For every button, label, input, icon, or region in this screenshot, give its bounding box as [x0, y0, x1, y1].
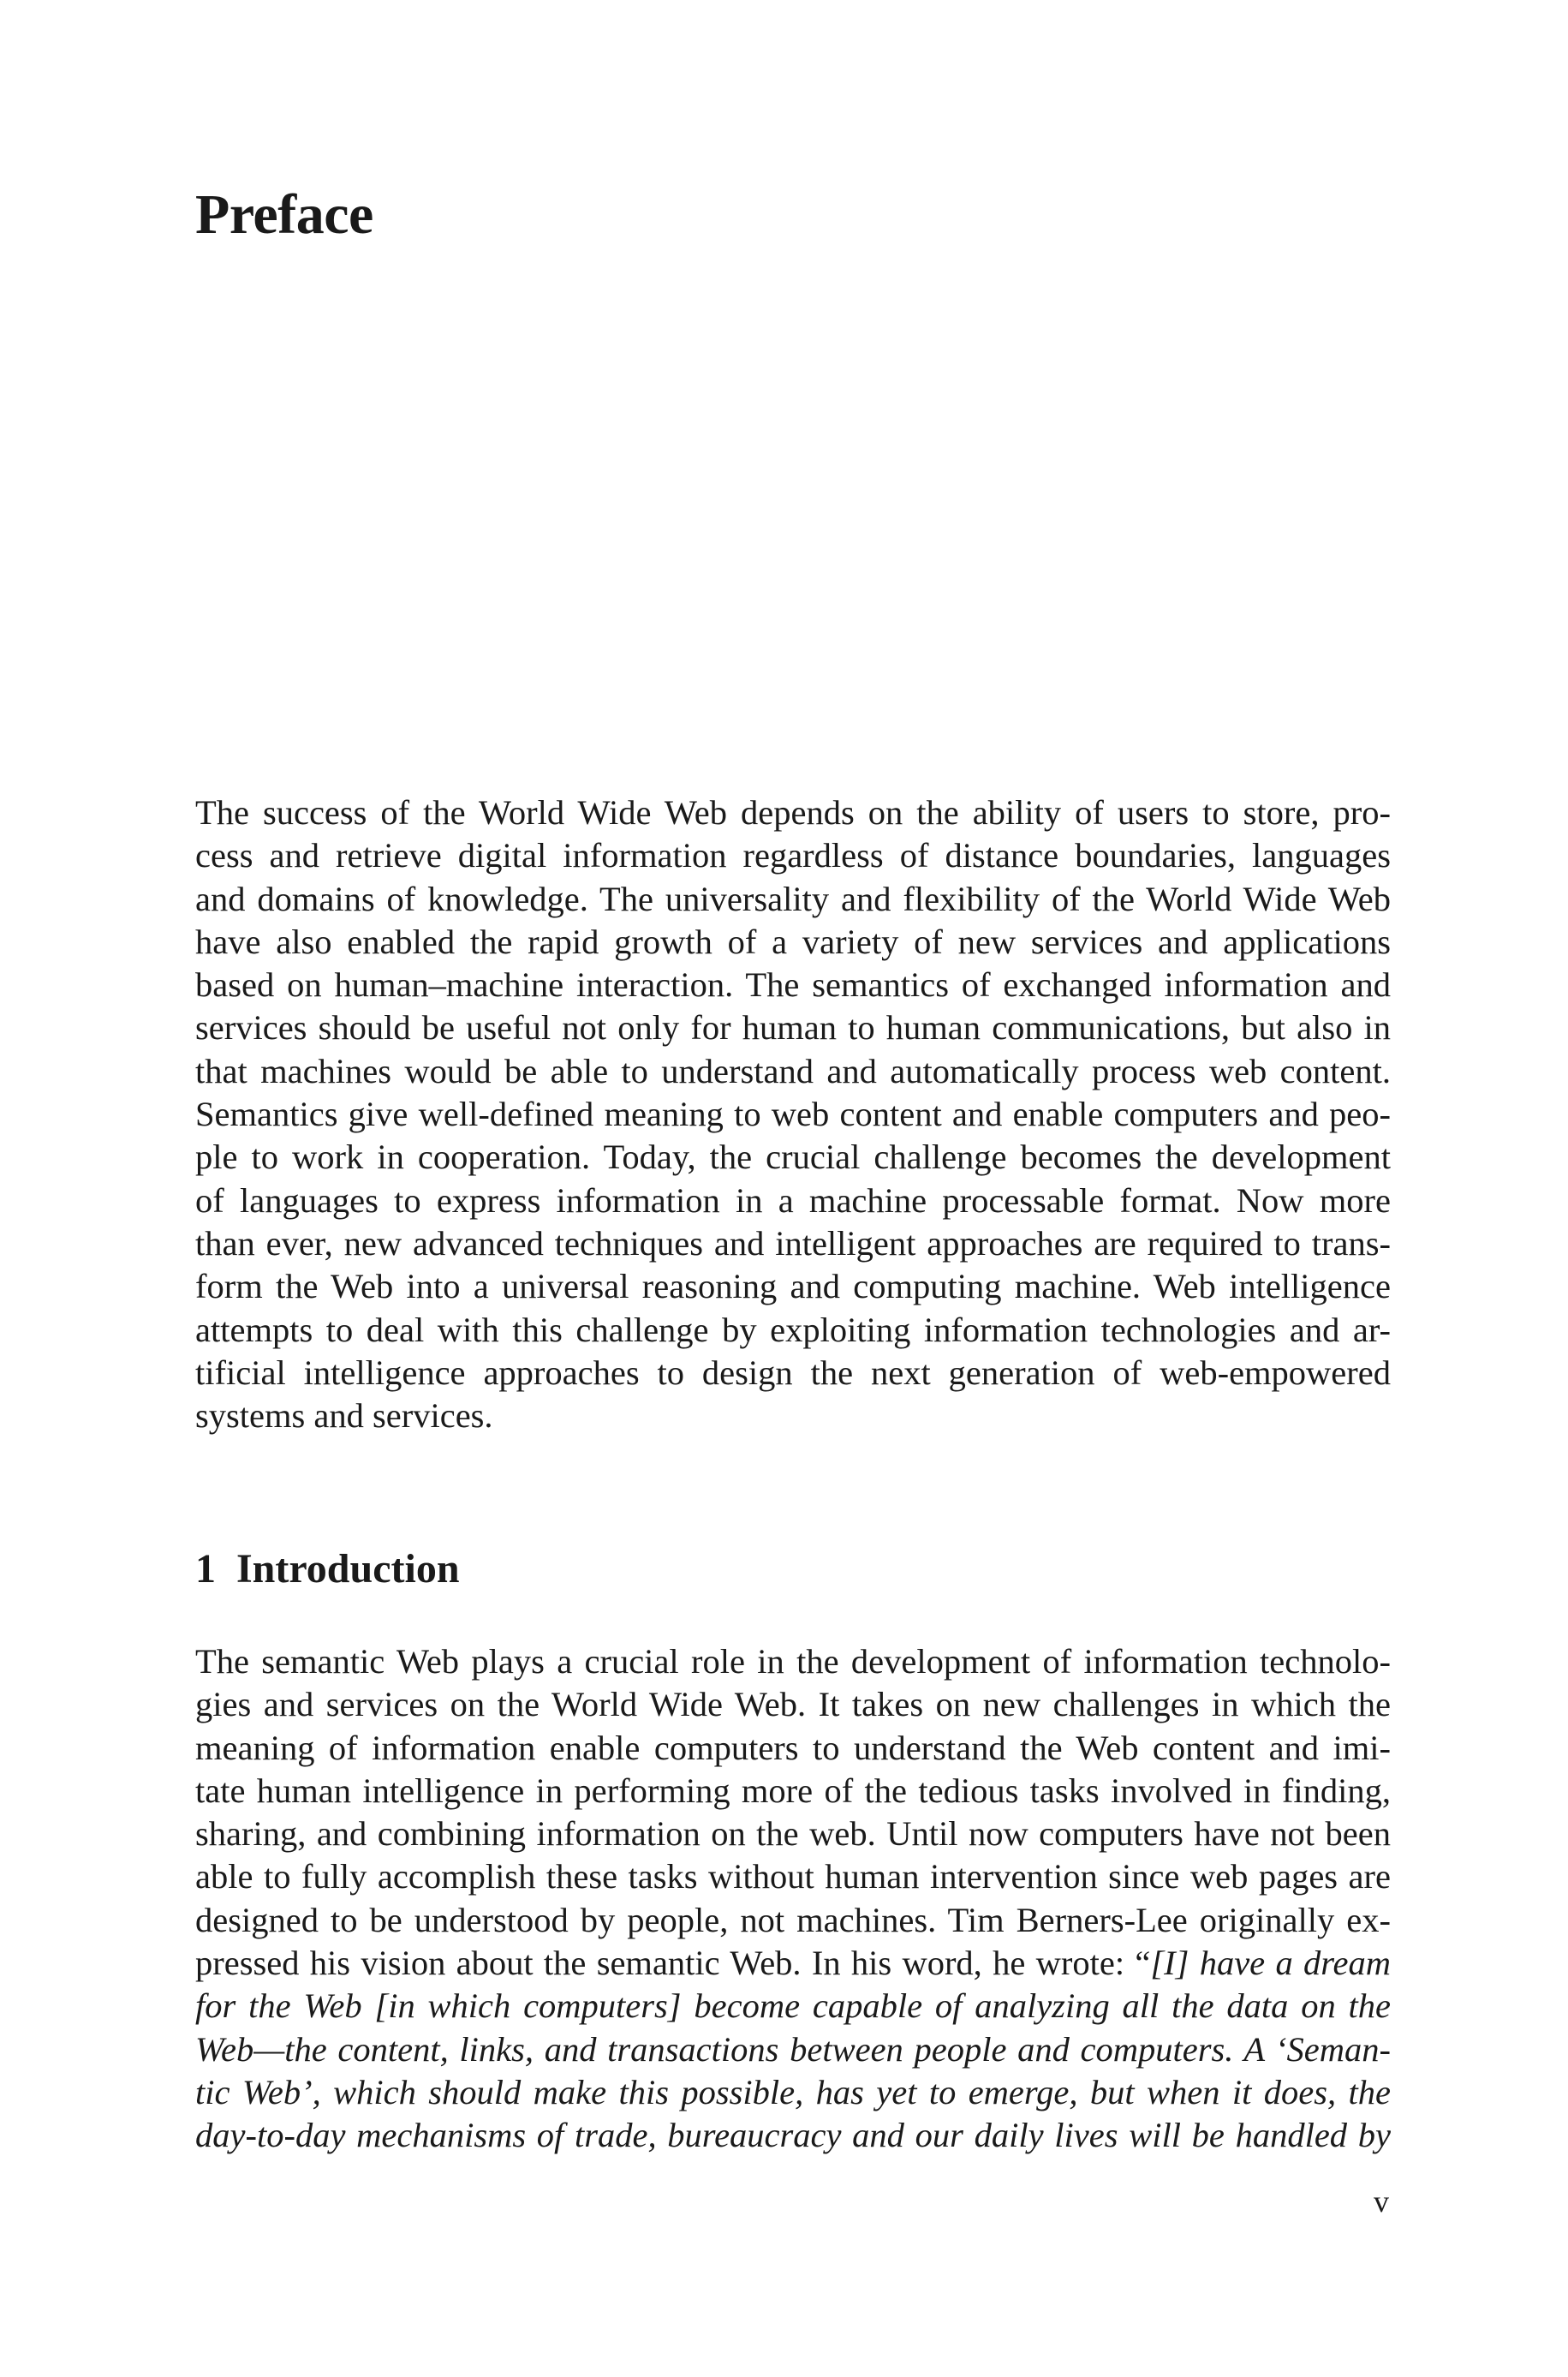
quote-italic-part: [I] have a dream [1150, 1944, 1391, 1983]
preface-line: than ever, new advanced techniques and intelligent approaches are required to trans- [195, 1223, 1391, 1263]
preface-line: of languages to express information in a machine processable format. Now more [195, 1180, 1391, 1220]
quote-line [195, 1985, 1391, 2028]
preface-line: tificial intelligence approaches to design the next generation of web-empowered [195, 1353, 1391, 1392]
intro-line: designed to be understood by people, not machines. Tim Berners-Lee originally ex- [195, 1900, 1391, 1939]
preface-line: Semantics give well-defined meaning to web content and enable computers and peo- [195, 1095, 1391, 1134]
preface-line: form the Web into a universal reasoning and computing machine. Web intelligence [195, 1267, 1391, 1306]
preface-line: systems and services. [195, 1396, 493, 1436]
intro-line-roman-part: pressed his vision about the semantic Web. In his word, he wrote: “ [195, 1944, 1151, 1983]
intro-line: able to fully accomplish these tasks without human intervention since web pages are [195, 1857, 1391, 1896]
section-heading [195, 1546, 460, 1592]
intro-line: gies and services on the World Wide Web. It takes on new challenges in which the [195, 1685, 1391, 1724]
intro-line: sharing, and combining information on the web. Until now computers have not been [195, 1814, 1391, 1854]
preface-line: ple to work in cooperation. Today, the crucial challenge becomes the development [195, 1138, 1391, 1177]
quote-text: tic Web’, which should make this possible, has yet to emerge, but when it does, the [195, 2072, 1391, 2111]
section-number: 1 [195, 1546, 216, 1592]
preface-line: attempts to deal with this challenge by exploiting information technologies and ar- [195, 1310, 1391, 1349]
preface-line: The success of the World Wide Web depends on the ability of users to store, pro- [195, 793, 1391, 832]
page-title: Preface [195, 183, 373, 246]
quote-text: for the Web [in which computers] become capable of analyzing all the data on the [195, 1986, 1391, 2026]
preface-paragraph [195, 791, 1391, 1437]
preface-line: services should be useful not only for human to human communications, but also in [195, 1008, 1391, 1048]
intro-line: tate human intelligence in performing more of the tedious tasks involved in finding, [195, 1771, 1391, 1810]
quote-line [195, 2114, 1391, 2157]
intro-line: The semantic Web plays a crucial role in the development of information technolo- [195, 1642, 1391, 1681]
quote-text: Web—the content, links, and transactions between people and computers. A ‘Seman- [195, 2029, 1391, 2069]
introduction-paragraph [195, 1640, 1391, 2158]
page-number: v [1374, 2184, 1389, 2219]
intro-line-quote-start [195, 1942, 1391, 1985]
quote-line [195, 2071, 1391, 2114]
section-title: Introduction [236, 1546, 460, 1592]
preface-line: that machines would be able to understand and automatically process web content. [195, 1051, 1391, 1090]
quote-line [195, 2028, 1391, 2071]
preface-line: cess and retrieve digital information regardless of distance boundaries, languages [195, 836, 1391, 875]
intro-line: meaning of information enable computers to understand the Web content and imi- [195, 1728, 1391, 1767]
preface-line: based on human–machine interaction. The semantics of exchanged information and [195, 965, 1391, 1005]
preface-line: and domains of knowledge. The universality and flexibility of the World Wide Web [195, 879, 1391, 918]
preface-line: have also enabled the rapid growth of a variety of new services and applications [195, 922, 1391, 961]
quote-text: day-to-day mechanisms of trade, bureaucracy and our daily lives will be handled by [195, 2116, 1391, 2155]
